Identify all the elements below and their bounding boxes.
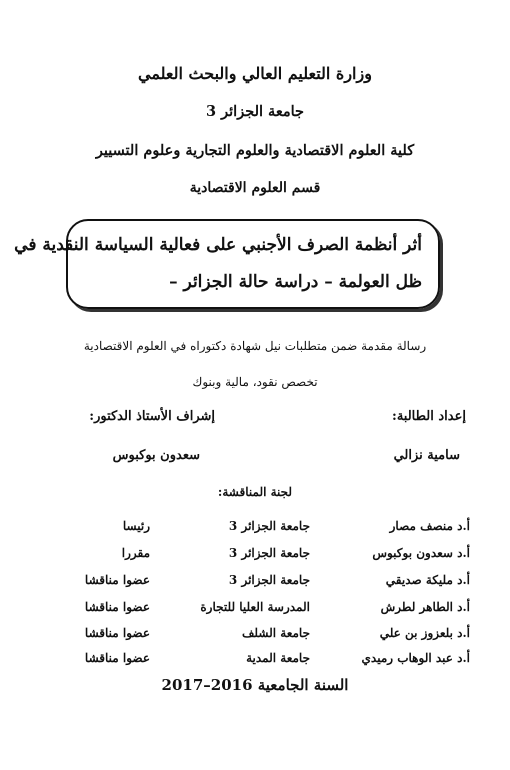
member-role: عضوا مناقشا: [84, 626, 150, 640]
prepared-by-label: إعداد الطالبة:: [392, 409, 466, 424]
member-name: أ.د الطاهر لطرش: [380, 600, 470, 614]
ministry-heading: وزارة التعليم العالي والبحث العلمي: [138, 64, 372, 83]
committee-row: [0, 573, 510, 597]
student-name: سامية نزالي: [393, 448, 460, 463]
supervision-label: إشراف الأستاذ الدكتور:: [89, 409, 215, 424]
department-heading: قسم العلوم الاقتصادية: [189, 180, 321, 196]
member-university: المدرسة العليا للتجارة: [200, 600, 310, 614]
thesis-title-line-1: أثر أنظمة الصرف الأجنبي على فعالية السياسة النقدية في: [14, 235, 422, 255]
committee-title: لجنة المناقشة:: [217, 485, 293, 499]
member-name: أ.د عبد الوهاب رميدي: [361, 651, 470, 665]
committee-row: [0, 626, 510, 650]
thesis-title-box: [14, 219, 440, 309]
committee-row: [0, 519, 510, 543]
thesis-title-line-2: ظل العولمة – دراسة حالة الجزائر –: [169, 272, 422, 292]
member-university: جامعة المدية: [246, 651, 310, 665]
member-name: أ.د منصف مصار: [389, 519, 470, 533]
member-role: رئيسا: [122, 519, 150, 533]
committee-row: [0, 651, 510, 675]
thesis-specialty: تخصص نقود، مالية وبنوك: [192, 375, 318, 389]
supervisor-name: سعدون بوكبوس: [112, 448, 200, 463]
member-name: أ.د سعدون بوكبوس: [372, 546, 470, 560]
member-role: عضوا مناقشا: [84, 600, 150, 614]
committee-row: [0, 546, 510, 570]
faculty-heading: كلية العلوم الاقتصادية والعلوم التجارية وعلوم التسيير: [95, 142, 415, 159]
member-role: مقررا: [121, 546, 150, 560]
thesis-purpose: رسالة مقدمة ضمن متطلبات نيل شهادة دكتوراه في العلوم الاقتصادية: [83, 339, 427, 353]
member-name: أ.د مليكة صديقي: [385, 573, 470, 587]
member-university: جامعة الشلف: [242, 626, 310, 640]
member-role: عضوا مناقشا: [84, 573, 150, 587]
committee-row: [0, 600, 510, 624]
member-name: أ.د بلعزوز بن علي: [379, 626, 470, 640]
academic-year: السنة الجامعية 2016–2017: [161, 676, 349, 694]
university-heading: جامعة الجزائر 3: [206, 103, 304, 120]
member-role: عضوا مناقشا: [84, 651, 150, 665]
member-university: جامعة الجزائر 3: [228, 519, 310, 533]
member-university: جامعة الجزائر 3: [228, 573, 310, 587]
member-university: جامعة الجزائر 3: [228, 546, 310, 560]
